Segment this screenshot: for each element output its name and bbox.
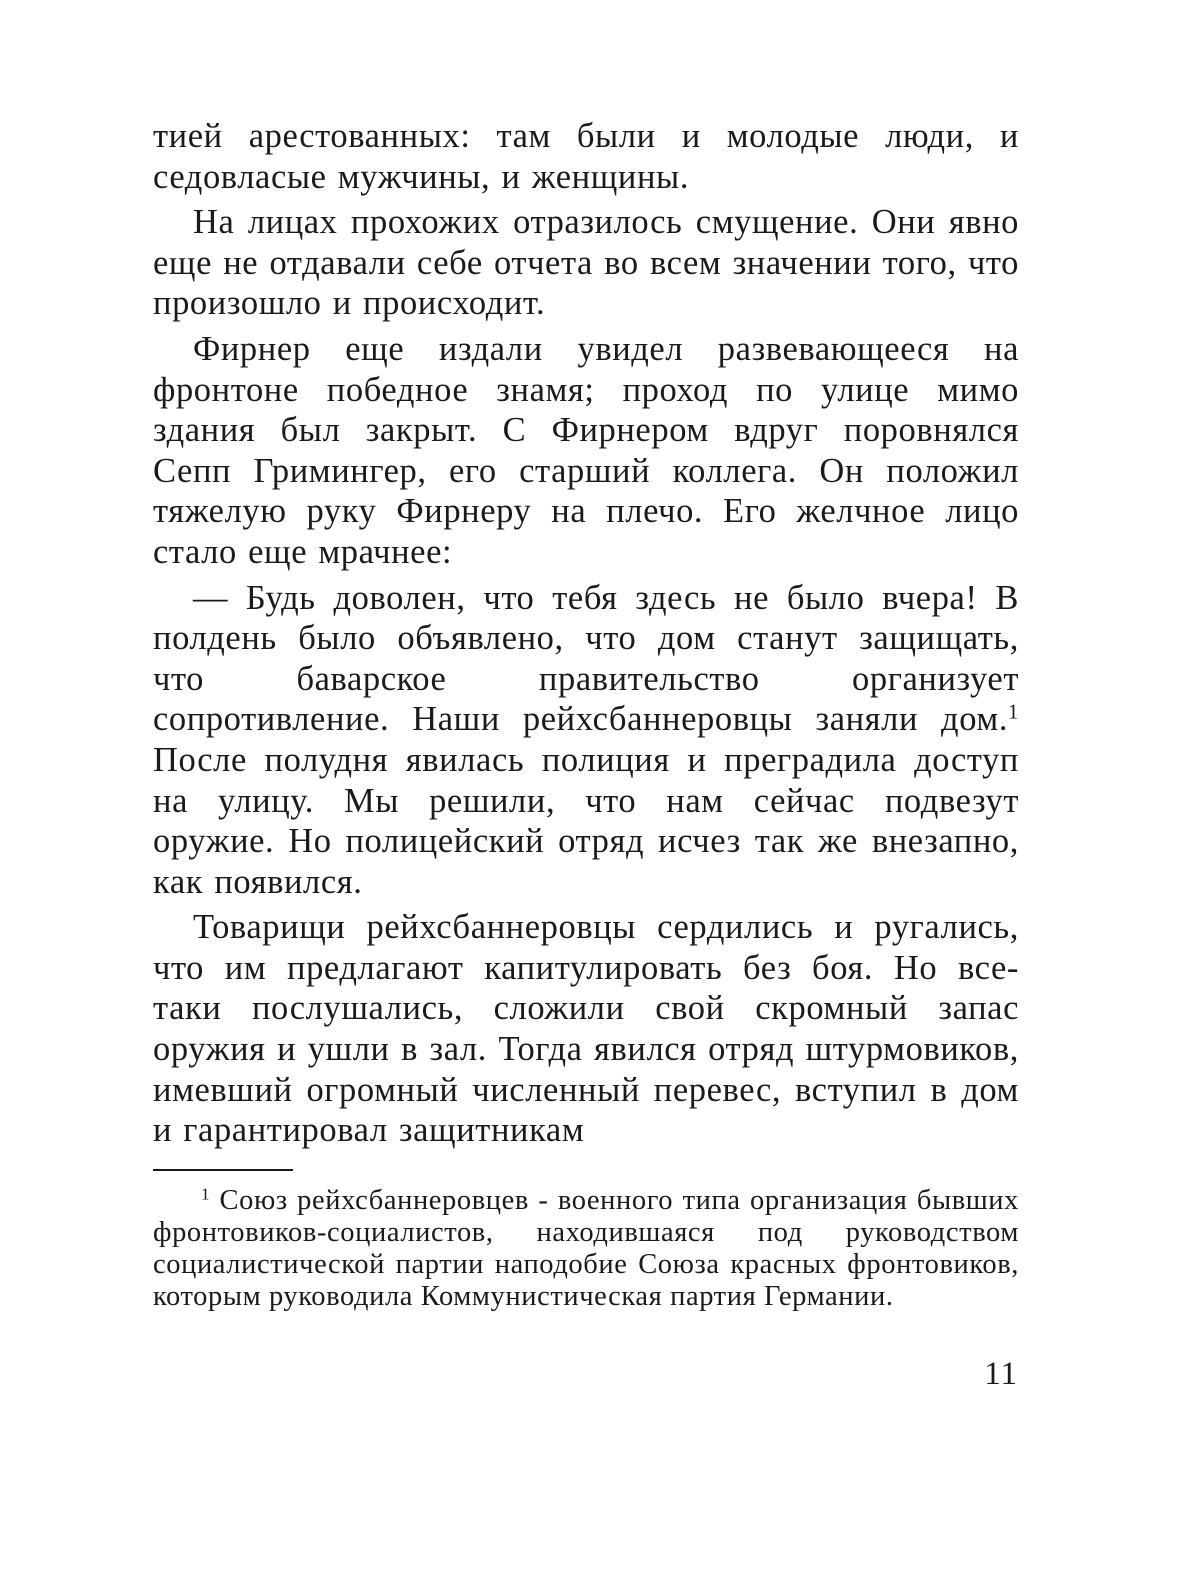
paragraph: Товарищи рейхсбаннеровцы сердились и ругались, что им предлагают капитулировать без боя. Но все-таки послушались, сложили свой скромный запас оружия и ушли в зал. Тогда явился отряд штурмовиков, имевший огромный численный перевес, вступил в дом и гарантировал защитникам xyxy=(153,908,1019,1150)
footnote-marker: 1 xyxy=(201,1184,211,1204)
footnote xyxy=(153,1185,1019,1314)
footnote-reference: 1 xyxy=(1008,701,1019,724)
body-text xyxy=(153,116,1019,1151)
page-number: 11 xyxy=(984,1356,1018,1392)
dialogue-text-after-note: После полудня явилась полиция и преградила доступ на улицу. Мы решили, что нам сейчас подвезут оружие. Но полицейский отряд исчез так же внезапно, как появился. xyxy=(153,740,1019,901)
paragraph: Фирнер еще издали увидел развевающееся на фронтоне победное знамя; проход по улице мимо здания был закрыт. С Фирнером вдруг поровнялся Сепп Гримингер, его старший коллега. Он положил тяжелую руку Фирнеру на плечо. Его желчное лицо стало еще мрачнее: xyxy=(153,329,1019,571)
footnote-divider xyxy=(153,1169,293,1171)
paragraph-continued: тией арестованных: там были и молодые люди, и седовласые мужчины, и женщины. xyxy=(153,117,1019,196)
footnote-text: Союз рейхсбаннеровцев - военного типа организация бывших фронтовиков-социалистов, находившаяся под руководством социалистической партии наподобие Союза красных фронтовиков, которым руководила Коммунистическая партия Германии. xyxy=(153,1184,1019,1313)
paragraph: На лицах прохожих отразилось смущение. Они явно еще не отдавали себе отчета во всем значении того, что произошло и происходит. xyxy=(153,203,1019,323)
book-page xyxy=(153,116,1019,1314)
dialogue-text-before-note: — Будь доволен, что тебя здесь не было вчера! В полдень было объявлено, что дом станут защищать, что баварское правительство организует сопротивление. Наши рейхсбаннеровцы заняли дом. xyxy=(153,578,1019,739)
paragraph-dialogue xyxy=(153,578,1019,903)
